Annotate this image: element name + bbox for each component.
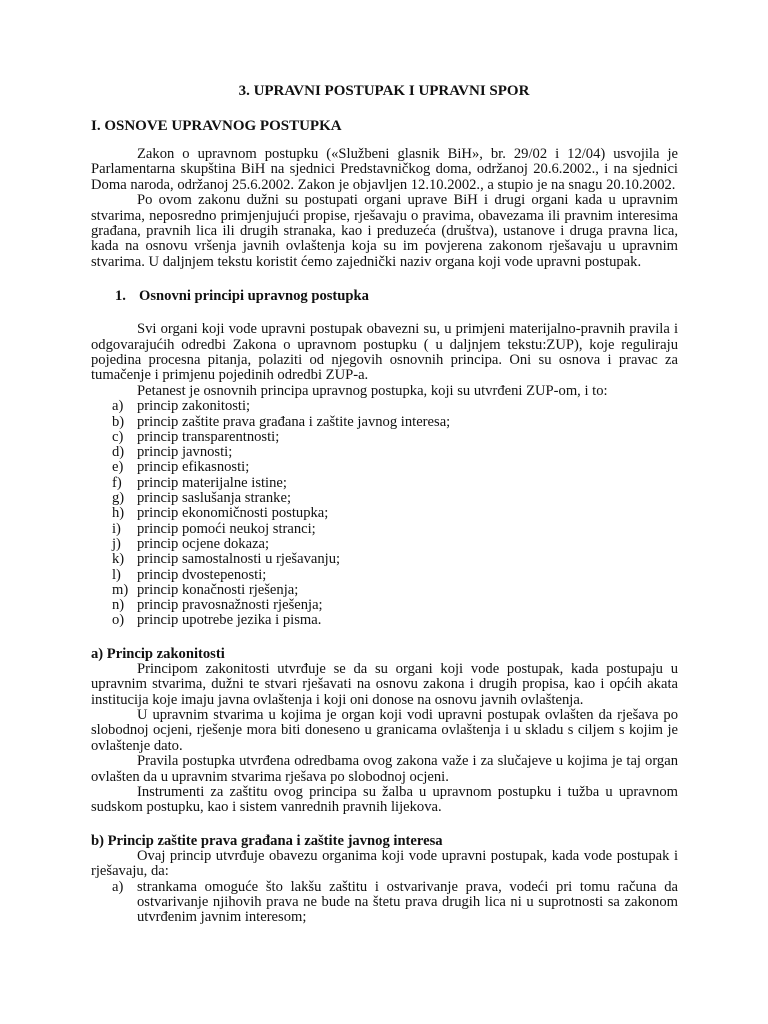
body-paragraph: Principom zakonitosti utvrđuje se da su organi koji vode postupak, kada postupaju u upravnim stvarima, dužni te stvari rješavati na osnovu zakona i drugih propisa, kao i općih akata institucija koje imaju javna ovlaštenja i koji oni donose na osnovu javnih ovlaštenja. bbox=[91, 660, 678, 708]
list-item-letter: m) bbox=[112, 581, 129, 598]
principles-paragraph: Petanest je osnovnih principa upravnog postupka, koji su utvrđeni ZUP-om, i to: bbox=[137, 382, 608, 399]
body-paragraph: Instrumenti za zaštitu ovog principa su žalba u upravnom postupku i tužba u upravnom sudskom postupku, kao i sistem vanrednih pravnih lijekova. bbox=[91, 783, 678, 816]
list-item-letter: k) bbox=[112, 551, 125, 568]
numbered-heading bbox=[115, 288, 678, 304]
list-item bbox=[91, 476, 678, 491]
list-item bbox=[91, 491, 678, 506]
list-item bbox=[91, 598, 678, 613]
list-item-letter: b) bbox=[112, 413, 125, 430]
body-paragraph: U upravnim stvarima u kojima je organ koji vodi upravni postupak ovlašten da rješava po slobodnoj ocjeni, rješenje mora biti doneseno u granicama ovlaštenja i u skladu s ciljem s kojim je ovlaštenje dato. bbox=[91, 706, 678, 754]
list-item bbox=[91, 460, 678, 475]
list-item bbox=[91, 613, 678, 628]
list-item-letter: c) bbox=[112, 428, 124, 445]
list-item bbox=[91, 552, 678, 567]
list-item-letter: g) bbox=[112, 490, 125, 507]
list-item-text: princip transparentnosti; bbox=[137, 428, 280, 445]
heading-text: Osnovni principi upravnog postupka bbox=[139, 288, 369, 305]
list-item bbox=[91, 415, 678, 430]
page-title: 3. UPRAVNI POSTUPAK I UPRAVNI SPOR bbox=[238, 83, 530, 99]
list-item-letter: h) bbox=[112, 505, 125, 522]
list-item-letter: n) bbox=[112, 597, 125, 614]
list-item-text: strankama omoguće što lakšu zaštitu i ostvarivanje prava, vodeći pri tomu računa da ostvarivanje njihovih prava ne bude na štetu prava drugih lica ni u suprotnosti sa zakonom utvrđenim javnim interesom; bbox=[137, 878, 678, 926]
subsection-heading: b) Princip zaštite prava građana i zaštite javnog interesa bbox=[91, 832, 443, 849]
intro-paragraph: Zakon o upravnom postupku («Službeni glasnik BiH», br. 29/02 i 12/04) usvojila je Parlamentarna skupština BiH na sjednici Predstavničkog doma, održanoj 20.6.2002., i na sjednici Doma naroda, održanoj 25.6.2002. Zakon je objavljen 12.10.2002., a stupio je na snagu 20.10.2002. bbox=[91, 146, 678, 193]
principles-paragraph: Svi organi koji vode upravni postupak obavezni su, u primjeni materijalno-pravnih pravila i odgovarajućih odredbi Zakona o upravnom postupku ( u daljnjem tekstu:ZUP), koje reguliraju pojedina procesna pitanja, polaziti od njegovih osnovnih principa. Oni su osnova i pravac za tumačenje i primjenu pojedinih odredbi ZUP-a. bbox=[91, 321, 678, 384]
section-heading: I. OSNOVE UPRAVNOG POSTUPKA bbox=[91, 118, 342, 134]
list-item-letter: l) bbox=[112, 566, 121, 583]
list-item-text: princip ekonomičnosti postupka; bbox=[137, 505, 329, 522]
list-item-letter: a) bbox=[112, 878, 124, 895]
list-item-text: princip materijalne istine; bbox=[137, 474, 287, 491]
list-item bbox=[91, 399, 678, 414]
list-item-text: princip samostalnosti u rješavanju; bbox=[137, 551, 341, 568]
principles-list bbox=[91, 399, 678, 628]
body-paragraph: Ovaj princip utvrđuje obavezu organima koji vode upravni postupak, kada vode postupak i rješavaju, da: bbox=[91, 847, 678, 880]
list-item bbox=[91, 430, 678, 445]
list-item bbox=[91, 522, 678, 537]
list-item-text: princip konačnosti rješenja; bbox=[137, 581, 299, 598]
list-item-letter: a) bbox=[112, 398, 124, 415]
list-item-text: princip pravosnažnosti rješenja; bbox=[137, 597, 323, 614]
list-item bbox=[91, 583, 678, 598]
list-item-text: princip upotrebe jezika i pisma. bbox=[137, 612, 322, 629]
list-item-letter: e) bbox=[112, 459, 124, 476]
list-item-letter: i) bbox=[112, 520, 121, 537]
subsection-heading: a) Princip zakonitosti bbox=[91, 645, 225, 662]
body-paragraph: Pravila postupka utvrđena odredbama ovog zakona važe i za slučajeve u kojima je taj organ ovlašten da u upravnim stvarima rješava po slobodnoj ocjeni. bbox=[91, 753, 678, 785]
document-body bbox=[91, 147, 678, 926]
list-item-text: princip zaštite prava građana i zaštite javnog interesa; bbox=[137, 413, 451, 430]
list-item-text: princip javnosti; bbox=[137, 444, 233, 461]
list-item-text: princip zakonitosti; bbox=[137, 398, 251, 415]
heading-number: 1. bbox=[115, 288, 126, 305]
list-item bbox=[91, 537, 678, 552]
list-item-letter: o) bbox=[112, 612, 125, 629]
list-item-text: princip efikasnosti; bbox=[137, 459, 250, 476]
list-item-letter: d) bbox=[112, 444, 125, 461]
intro-paragraph: Po ovom zakonu dužni su postupati organi uprave BiH i drugi organi kada u upravnim stvarima, neposredno primjenjujući propise, rješavaju o pravima, obavezama ili pravnim interesima građana, pravnih lica ili drugih stranaka, kao i preduzeća (društva), ustanove i druga pravna lica, kada na osnovu vršenja javnih ovlaštenja koja su im povjerena zakonom rješavaju u upravnim stvarima. U daljnjem tekstu koristit ćemo zajednički naziv organa koji vode upravni postupak. bbox=[91, 192, 678, 270]
list-item bbox=[91, 506, 678, 521]
list-item-letter: j) bbox=[112, 535, 121, 552]
list-item-letter: f) bbox=[112, 474, 122, 491]
list-item-text: princip dvostepenosti; bbox=[137, 566, 267, 583]
list-item bbox=[91, 445, 678, 460]
list-item-text: princip ocjene dokaza; bbox=[137, 535, 270, 552]
obligations-list bbox=[91, 880, 678, 926]
list-item-text: princip saslušanja stranke; bbox=[137, 490, 292, 507]
list-item-text: princip pomoći neukoj stranci; bbox=[137, 520, 316, 537]
list-item bbox=[91, 568, 678, 583]
list-item bbox=[91, 880, 678, 926]
